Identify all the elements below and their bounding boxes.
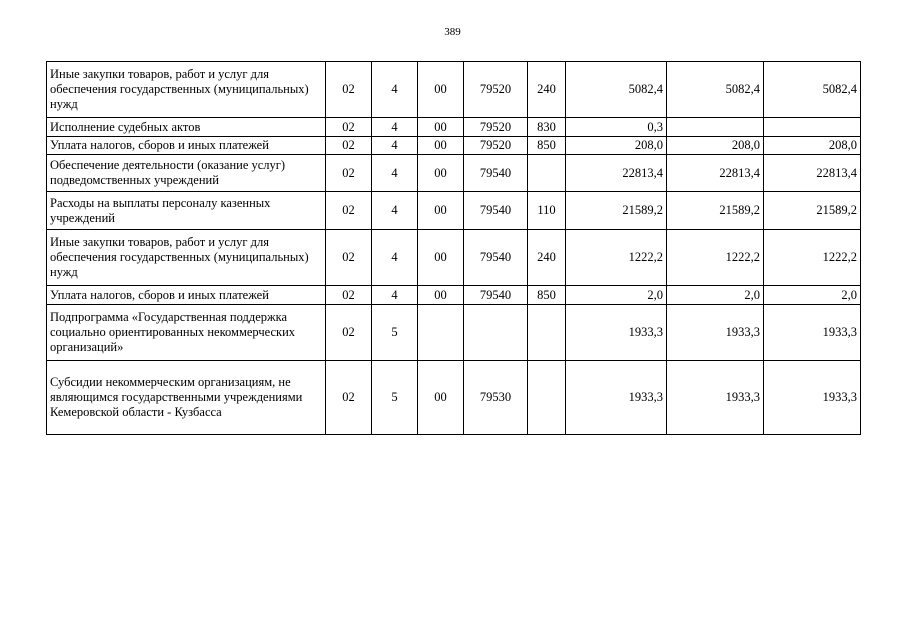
direction-code: 79540 [464, 155, 528, 192]
amount-2: 1933,3 [667, 361, 764, 435]
amount-3: 208,0 [764, 137, 861, 155]
row-name: Уплата налогов, сборов и иных платежей [47, 137, 326, 155]
amount-3: 21589,2 [764, 192, 861, 230]
subprogram-code: 5 [372, 361, 418, 435]
amount-1: 22813,4 [566, 155, 667, 192]
direction-code: 79530 [464, 361, 528, 435]
amount-2 [667, 118, 764, 137]
row-name: Субсидии некоммерческим организациям, не являющимся государственными учреждениями Кемеровской области - Кузбасса [47, 361, 326, 435]
amount-2: 21589,2 [667, 192, 764, 230]
amount-1: 0,3 [566, 118, 667, 137]
expense-type-code: 240 [528, 62, 566, 118]
amount-1: 5082,4 [566, 62, 667, 118]
amount-2: 1933,3 [667, 305, 764, 361]
table-row [47, 192, 861, 230]
amount-3: 2,0 [764, 286, 861, 305]
main-event-code: 00 [418, 137, 464, 155]
direction-code: 79520 [464, 62, 528, 118]
amount-1: 208,0 [566, 137, 667, 155]
main-event-code: 00 [418, 118, 464, 137]
main-event-code: 00 [418, 192, 464, 230]
amount-3 [764, 118, 861, 137]
expense-type-code: 850 [528, 286, 566, 305]
amount-2: 208,0 [667, 137, 764, 155]
row-name: Иные закупки товаров, работ и услуг для обеспечения государственных (муниципальных) нужд [47, 230, 326, 286]
main-event-code: 00 [418, 62, 464, 118]
main-event-code [418, 305, 464, 361]
expense-type-code [528, 305, 566, 361]
amount-3: 1222,2 [764, 230, 861, 286]
direction-code: 79520 [464, 137, 528, 155]
table-row [47, 230, 861, 286]
main-event-code: 00 [418, 286, 464, 305]
subprogram-code: 4 [372, 192, 418, 230]
section-code: 02 [326, 118, 372, 137]
section-code: 02 [326, 230, 372, 286]
subprogram-code: 4 [372, 155, 418, 192]
expense-type-code: 110 [528, 192, 566, 230]
table-row [47, 155, 861, 192]
table-row [47, 361, 861, 435]
expense-type-code: 240 [528, 230, 566, 286]
row-name: Уплата налогов, сборов и иных платежей [47, 286, 326, 305]
amount-3: 1933,3 [764, 361, 861, 435]
section-code: 02 [326, 137, 372, 155]
main-event-code: 00 [418, 230, 464, 286]
table-row [47, 137, 861, 155]
amount-2: 2,0 [667, 286, 764, 305]
direction-code: 79540 [464, 192, 528, 230]
amount-1: 21589,2 [566, 192, 667, 230]
row-name: Исполнение судебных актов [47, 118, 326, 137]
expense-type-code [528, 155, 566, 192]
table-row [47, 305, 861, 361]
direction-code [464, 305, 528, 361]
section-code: 02 [326, 155, 372, 192]
amount-3: 1933,3 [764, 305, 861, 361]
amount-3: 22813,4 [764, 155, 861, 192]
subprogram-code: 5 [372, 305, 418, 361]
expense-type-code: 830 [528, 118, 566, 137]
direction-code: 79540 [464, 230, 528, 286]
row-name: Обеспечение деятельности (оказание услуг) подведомственных учреждений [47, 155, 326, 192]
amount-2: 5082,4 [667, 62, 764, 118]
expense-type-code [528, 361, 566, 435]
amount-2: 22813,4 [667, 155, 764, 192]
amount-1: 2,0 [566, 286, 667, 305]
section-code: 02 [326, 286, 372, 305]
amount-1: 1933,3 [566, 361, 667, 435]
amount-1: 1222,2 [566, 230, 667, 286]
table-row [47, 62, 861, 118]
subprogram-code: 4 [372, 118, 418, 137]
subprogram-code: 4 [372, 286, 418, 305]
main-event-code: 00 [418, 155, 464, 192]
direction-code: 79540 [464, 286, 528, 305]
subprogram-code: 4 [372, 230, 418, 286]
row-name: Расходы на выплаты персоналу казенных учреждений [47, 192, 326, 230]
subprogram-code: 4 [372, 137, 418, 155]
page-number: 389 [444, 26, 461, 38]
amount-1: 1933,3 [566, 305, 667, 361]
amount-3: 5082,4 [764, 62, 861, 118]
section-code: 02 [326, 62, 372, 118]
direction-code: 79520 [464, 118, 528, 137]
section-code: 02 [326, 192, 372, 230]
section-code: 02 [326, 305, 372, 361]
table-row [47, 118, 861, 137]
amount-2: 1222,2 [667, 230, 764, 286]
budget-table [46, 61, 861, 435]
main-event-code: 00 [418, 361, 464, 435]
section-code: 02 [326, 361, 372, 435]
expense-type-code: 850 [528, 137, 566, 155]
subprogram-code: 4 [372, 62, 418, 118]
table-row [47, 286, 861, 305]
row-name: Подпрограмма «Государственная поддержка социально ориентированных некоммерческих организаций» [47, 305, 326, 361]
row-name: Иные закупки товаров, работ и услуг для обеспечения государственных (муниципальных) нужд [47, 62, 326, 118]
